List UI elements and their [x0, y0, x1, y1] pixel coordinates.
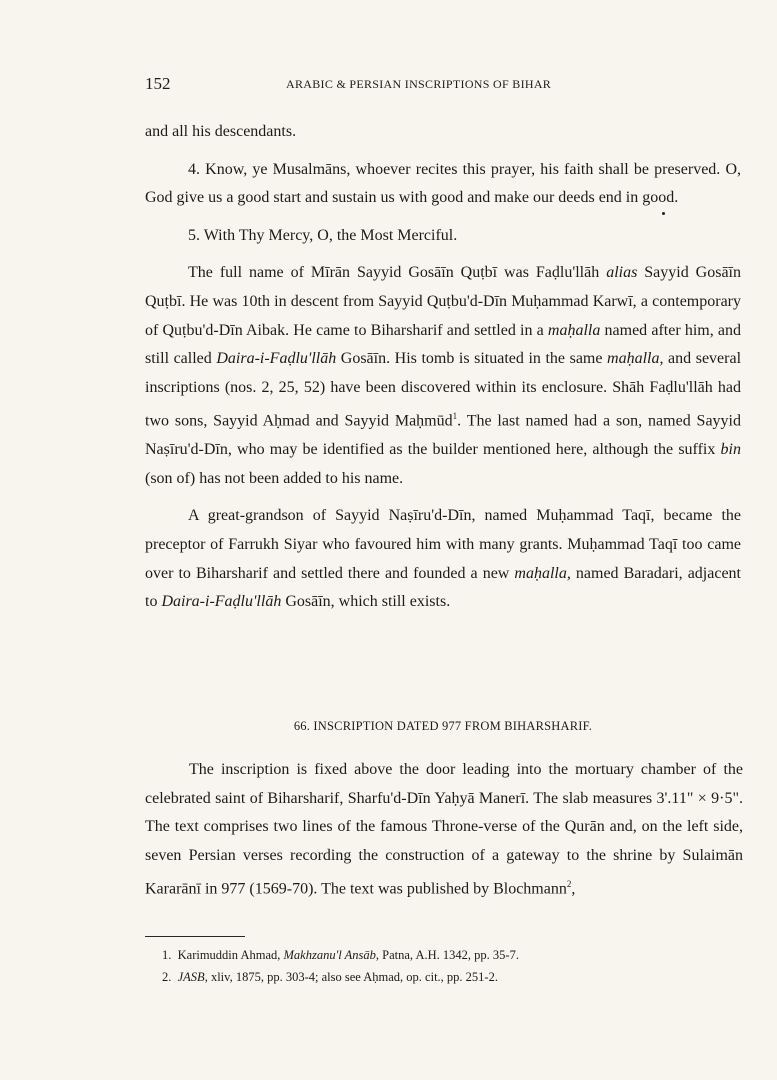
- body-text: [145, 118, 741, 626]
- page-number: 152: [145, 74, 171, 93]
- section-heading: 66. INSCRIPTION DATED 977 FROM BIHARSHARIF.: [293, 719, 593, 733]
- footnote-divider: [145, 936, 245, 937]
- paragraph-full-name: The full name of Mīrān Sayyid Gosāīn Quṭbī was Faḍlu'llāh alias Sayyid Gosāīn Quṭbī. He was 10th in descent from Sayyid Quṭbu'd-Dīn Muḥammad Karwī, a contemporary of Quṭbu'd-Dīn Aibak. He came to Biharsharif and settled in a maḥalla named after him, and still called Daira-i-Faḍlu'llāh Gosāīn. His tomb is situated in the same maḥalla, and several inscriptions (nos. 2, 25, 52) have been discovered within its enclosure. Shāh Faḍlu'llāh had two sons, Sayyid Aḥmad and Sayyid Maḥmūd$^1$. The last named had a son, named Sayyid Naṣīru'd-Dīn, who may be identified as the builder mentioned here, although the suffix bin (son of) has not been added to his name.: [145, 264, 742, 487]
- footnotes: [162, 944, 722, 988]
- paragraph-prayer-4: 4. Know, ye Musalmāns, whoever recites this prayer, his faith shall be preserved. O, God give us a good start and sustain us with good and make our deeds end in good.: [145, 160, 741, 207]
- page-header: [145, 74, 745, 98]
- running-title: ARABIC & PERSIAN INSCRIPTIONS OF BIHAR: [286, 77, 552, 91]
- footnote-2: 2. JASB, xliv, 1875, pp. 303-4; also see Aḥmad, op. cit., pp. 251-2.: [162, 970, 498, 984]
- footnote-1: 1. Karimuddin Ahmad, Makhzanu'l Ansāb, Patna, A.H. 1342, pp. 35-7.: [162, 948, 519, 962]
- footnote-ref-2: 2: [566, 879, 572, 890]
- paragraph-continuation: and all his descendants.: [145, 123, 297, 140]
- paragraph-prayer-5: 5. With Thy Mercy, O, the Most Merciful.: [188, 226, 458, 244]
- footnote-ref-1: 1: [452, 411, 458, 422]
- paragraph-great-grandson: A great-grandson of Sayyid Naṣīru'd-Dīn, named Muḥammad Taqī, became the preceptor of Farrukh Siyar who favoured him with many grants. Muḥammad Taqī too came over to Biharsharif and settled there and founded a new maḥalla, named Baradari, adjacent to Daira-i-Faḍlu'llāh Gosāīn, which still exists.: [145, 507, 742, 611]
- ink-speck: [662, 212, 665, 215]
- section-paragraph: The inscription is fixed above the door leading into the mortuary chamber of the celebrated saint of Biharsharif, Sharfu'd-Dīn Yaḥyā Manerī. The slab measures 3'.11" × 9·5". The text comprises two lines of the famous Throne-verse of the Qurān and, on the left side, seven Persian verses recording the construction of a gateway to the shrine by Sulaimān Kararānī in 977 (1569-70). The text was published by Blochmann$^2$,: [145, 761, 743, 898]
